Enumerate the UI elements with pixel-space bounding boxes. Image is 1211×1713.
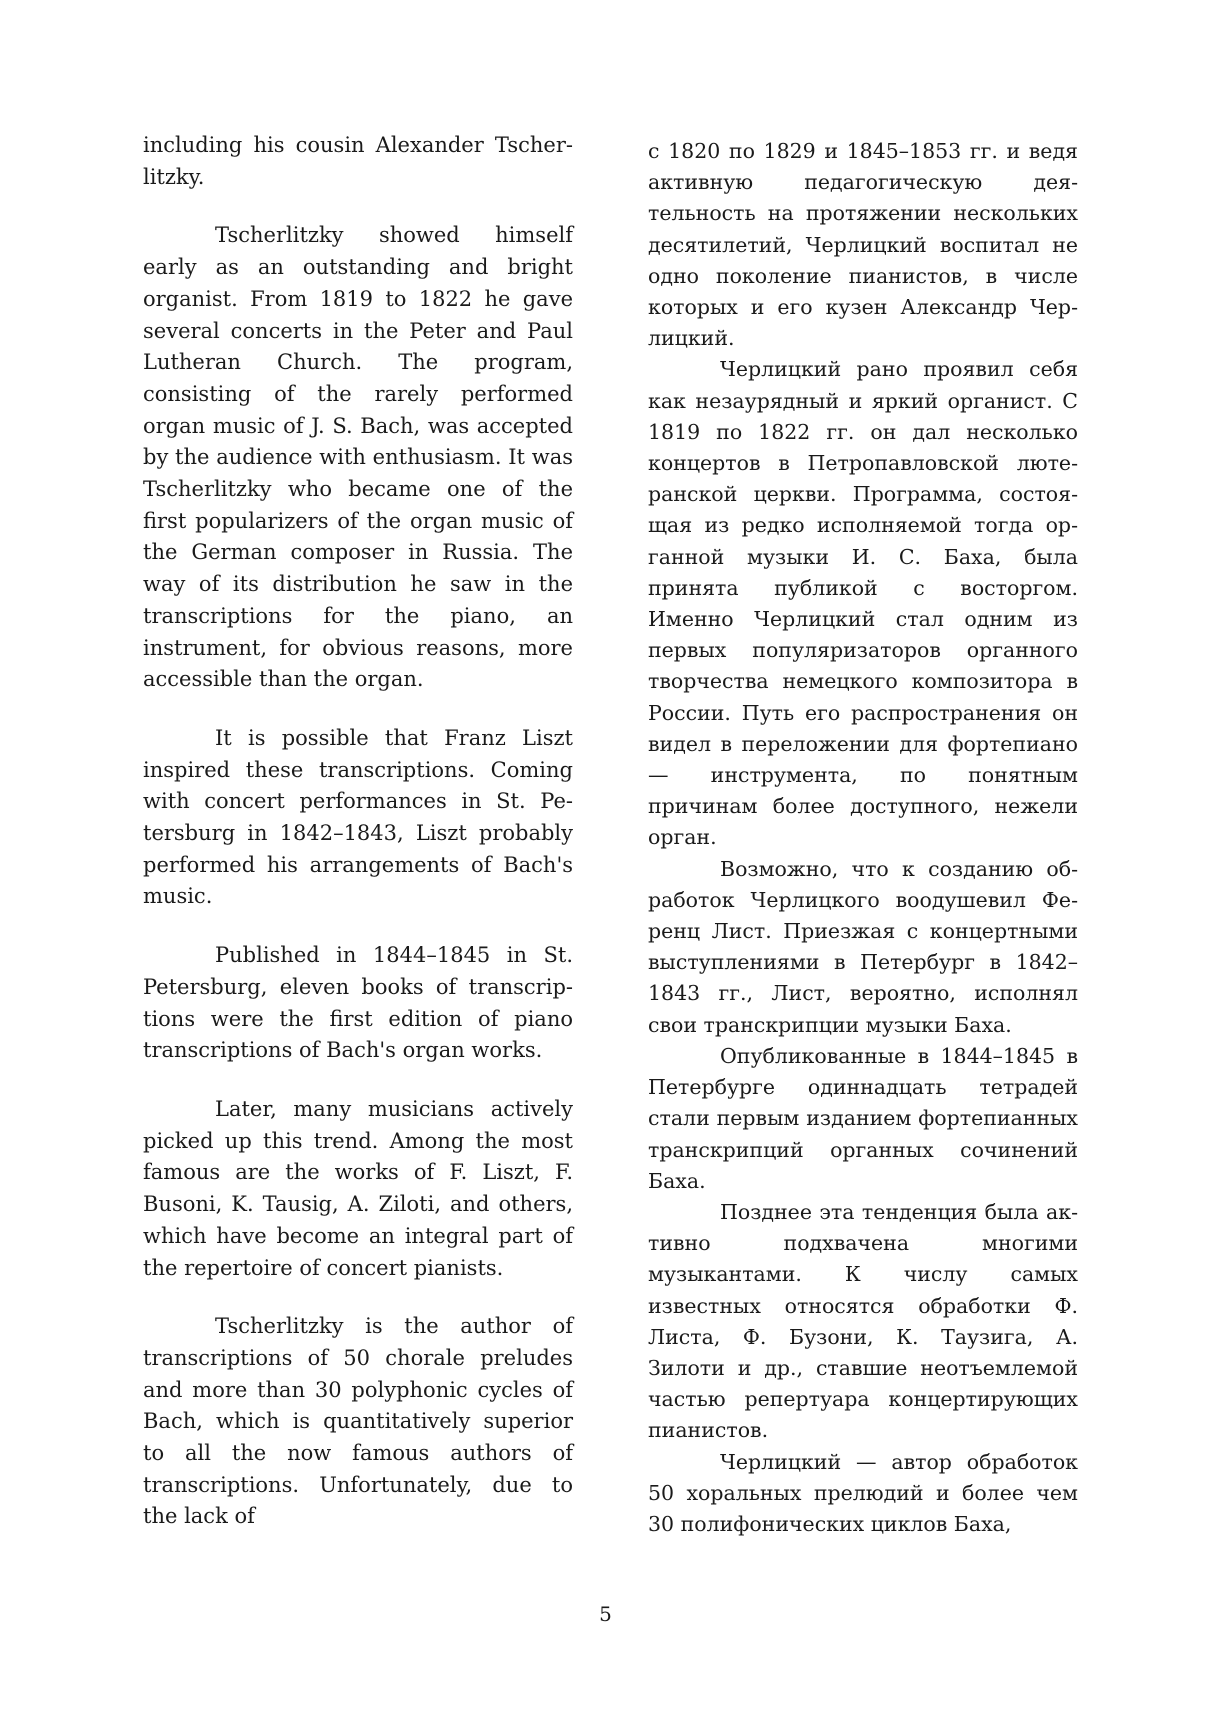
ru-paragraph-4: Опубликованные в 1844–1845 в Петербурге одиннадцать тетрадей стали первым изданием фортепианных транскрипций органных сочинений Баха. <box>648 1043 1078 1193</box>
page-number: 5 <box>599 1602 612 1626</box>
ru-paragraph-5: Позднее эта тенденция была активно подхвачена многими музыкантами. К числу самых известных относятся обработки Ф. Листа, Ф. Бузони, К. Таузига, А. Зилоти и др., ставшие неотъемлемой частью репертуара концертирующих пианистов. <box>648 1199 1078 1443</box>
en-paragraph-4: Published in 1844–1845 in St. Petersburg, eleven books of transcriptions were the first edition of piano transcriptions of Bach's organ works. <box>143 943 573 1063</box>
ru-paragraph-6: Черлицкий — автор обработок 50 хоральных прелюдий и более чем 30 полифонических циклов Баха, <box>648 1449 1078 1536</box>
en-paragraph-6: Tscherlitzky is the author of transcriptions of 50 chorale preludes and more than 30 polyphonic cycles of Bach, which is quantitatively superior to all the now famous authors of transcriptions. Unfortunately, due to the lack of <box>143 1314 573 1529</box>
ru-paragraph-2: Черлицкий рано проявил себя как незаурядный и яркий органист. С 1819 по 1822 гг. он дал несколько концертов в Петропавловской лютеранской церкви. Программа, состоящая из редко исполняемой тогда органной музыки И. С. Баха, была принята публикой с восторгом. Именно Черлицкий стал одним из первых популяризаторов органного творчества немецкого композитора в России. Путь его распространения он видел в переложении для фортепиано — инструмента, по понятным причинам более доступного, нежели орган. <box>648 357 1078 850</box>
en-paragraph-3: It is possible that Franz Liszt inspired these transcriptions. Coming with concert performances in St. Petersburg in 1842–1843, Liszt probably performed his arrangements of Bach's music. <box>143 725 573 909</box>
english-column <box>143 130 573 1533</box>
en-paragraph-5: Later, many musicians actively picked up this trend. Among the most famous are the works of F. Liszt, F. Busoni, K. Tausig, A. Ziloti, and others, which have become an integral part of the repertoire of concert pianists. <box>143 1096 573 1280</box>
russian-column <box>648 136 1078 1540</box>
en-paragraph-2: Tscherlitzky showed himself early as an outstanding and bright organist. From 1819 to 1822 he gave several concerts in the Peter and Paul Lutheran Church. The program, consisting of the rarely performed organ music of J. S. Bach, was accepted by the audience with enthusiasm. It was Tscherlitzky who became one of the first popularizers of the organ music of the German composer in Russia. The way of its distribution he saw in the transcriptions for the piano, an instrument, for obvious reasons, more accessible than the organ. <box>143 223 573 692</box>
en-paragraph-1: including his cousin Alexander Tscherlitzky. <box>143 133 573 189</box>
ru-paragraph-3: Возможно, что к созданию обработок Черлицкого воодушевил Ференц Лист. Приезжая с концертными выступлениями в Петербург в 1842–1843 гг., Лист, вероятно, исполнял свои транскрипции музыки Баха. <box>648 856 1078 1037</box>
ru-paragraph-1: с 1820 по 1829 и 1845–1853 гг. и ведя активную педагогическую деятельность на протяжении нескольких десятилетий, Черлицкий воспитал не одно поколение пианистов, в числе которых и его кузен Александр Черлицкий. <box>648 139 1078 351</box>
